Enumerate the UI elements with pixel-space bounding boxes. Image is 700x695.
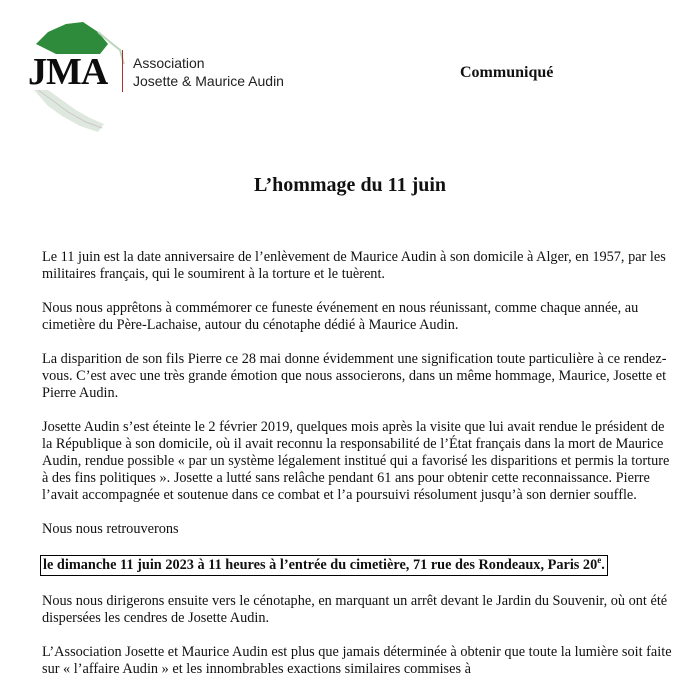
- document-type: Communiqué: [460, 64, 554, 81]
- association-line-1: Association: [133, 55, 205, 71]
- paragraph: Josette Audin s’est éteinte le 2 février 2019, quelques mois après la visite que lui avait rendue le président de la République à son domicile, où il avait reconnu la responsabilité de l’État français dans la mort de Maurice Audin, rendue possible « par un système légalement institué qui a favorisé les disparitions et permis la torture à des fins politiques ». Josette a lutté sans relâche pendant 61 ans pour obtenir cette reconnaissance. Pierre l’avait accompagnée et soutenue dans ce combat et l’a poursuivi résolument jusqu’à son dernier souffle.: [42, 419, 670, 503]
- paragraph: La disparition de son fils Pierre ce 28 mai donne évidemment une signification toute particulière à ce rendez-vous. C’est avec une très grande émotion que nous associerons, dans un même hommage, Maurice, Josette et Pierre Audin.: [42, 351, 667, 401]
- association-name: [133, 54, 284, 90]
- paragraph: Nous nous retrouverons: [42, 521, 179, 537]
- paragraph: L’Association Josette et Maurice Audin est plus que jamais déterminée à obtenir que toute la lumière soit faite sur « l’affaire Audin » et les innombrables exactions similaires commises à: [42, 644, 672, 677]
- event-text: le dimanche 11 juin 2023 à 11 heures à l’entrée du cimetière, 71 rue des Rondeaux, Paris 20: [43, 557, 598, 573]
- paragraph: Nous nous dirigerons ensuite vers le cénotaphe, en marquant un arrêt devant le Jardin du Souvenir, où ont été dispersées les cendres de Josette Audin.: [42, 593, 668, 626]
- document-body: [42, 249, 672, 695]
- event-highlight-box: [40, 555, 608, 576]
- event-details: [42, 555, 672, 576]
- page-title: L’hommage du 11 juin: [253, 174, 447, 196]
- event-superscript: e: [597, 555, 602, 566]
- event-end: .: [601, 557, 605, 573]
- paragraph: Le 11 juin est la date anniversaire de l’enlèvement de Maurice Audin à son domicile à Alger, en 1957, par les militaires français, qui le soumirent à la torture et le tuèrent.: [42, 249, 666, 282]
- paragraph: Nous nous apprêtons à commémorer ce funeste événement en nous réunissant, comme chaque année, au cimetière du Père-Lachaise, autour du cénotaphe dédié à Maurice Audin.: [42, 300, 639, 333]
- logo-text: JMA: [28, 51, 108, 93]
- association-line-2: Josette & Maurice Audin: [133, 73, 284, 89]
- logo-divider: [122, 50, 123, 92]
